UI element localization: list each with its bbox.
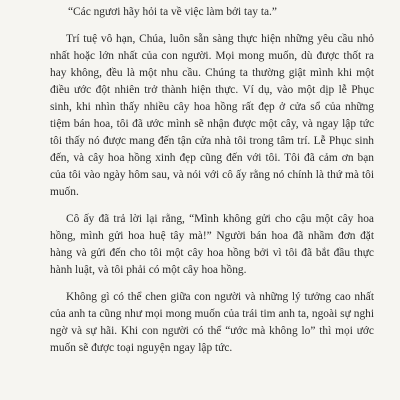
paragraph-fear-doubt: Không gì có thể chen giữa con người và những lý tưởng cao nhất của anh ta cũng như mọi mong muốn của trái tim anh ta, ngoài sự nghi ngờ và sự hãi. Khi con người có thể “ước mà không lo” thì mọi ước muốn sẽ được toại nguyện ngay lập tức. xyxy=(50,291,374,354)
paragraph-infinite-intelligence: Trí tuệ vô hạn, Chúa, luôn sẵn sàng thực hiện những yêu cầu nhỏ nhất hoặc lớn nhất của con người. Mọi mong muốn, dù được thốt ra hay không, đều là một nhu cầu. Chúng ta thường giật mình khi một điều ước đột nhiên trở thành hiện thực. Ví dụ, vào một dịp lễ Phục sinh, khi nhìn thấy nhiều cây hoa hồng rất đẹp ở cửa sổ của những tiệm bán hoa, tôi đã ước mình sẽ nhận được một cây, và ngay lập tức tôi thấy nó được mang đến tận cửa nhà tôi trong tâm trí. Lễ Phục sinh đến, và cây hoa hồng xinh đẹp cũng đến với tôi. Tôi đã cảm ơn bạn của tôi vào ngày hôm sau, và nói với cô ấy rằng nó chính là thứ mà tôi muốn. xyxy=(50,33,374,198)
paragraph-quote: “Các ngươi hãy hỏi ta về việc làm bởi tay ta.” xyxy=(68,6,277,18)
paragraph-rose-reply: Cô ấy đã trả lời lại rằng, “Mình không gửi cho cậu một cây hoa hồng, mình gửi hoa huệ tây mà!” Người bán hoa đã nhầm đơn đặt hàng và gửi đến cho tôi một cây hoa hồng bởi vì tôi đã bắt đầu thực hành luật, và tôi phải có một cây hoa hồng. xyxy=(50,213,374,276)
